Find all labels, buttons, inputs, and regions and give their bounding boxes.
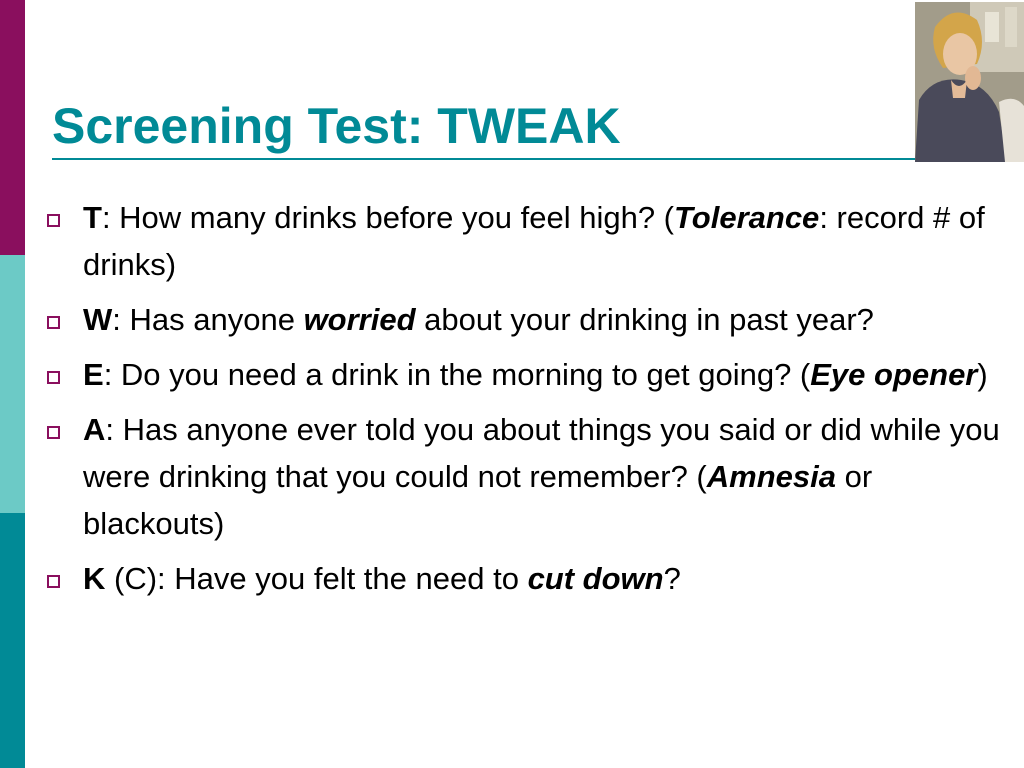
bullet-text: ?	[663, 561, 681, 596]
bullet-letter: W	[83, 302, 113, 337]
bullet-letter: K	[83, 561, 106, 596]
bullet-item-k	[44, 555, 1004, 602]
title-underline	[52, 158, 918, 160]
bullet-emphasis: Amnesia	[706, 459, 836, 494]
square-bullet-icon	[47, 316, 60, 329]
bullet-emphasis: Eye opener	[810, 357, 978, 392]
square-bullet-icon	[47, 214, 60, 227]
bullet-item-w	[44, 296, 1004, 343]
bullet-text: or blackouts)	[83, 459, 873, 541]
bullet-text: : Do you need a drink in the morning to get going? (	[103, 357, 811, 392]
woman-photo-icon	[915, 2, 1024, 162]
bullet-letter: E	[83, 357, 104, 392]
bullet-text: )	[977, 357, 988, 392]
slide-title: Screening Test: TWEAK	[52, 98, 621, 154]
bullet-item-t	[44, 194, 1004, 288]
bullet-item-a	[44, 406, 1004, 547]
bullet-text: : Has anyone ever told you about things you said or did while you were drinking that you could not remember? (	[83, 412, 1000, 494]
bullet-text: : Has anyone	[112, 302, 304, 337]
bullet-emphasis: cut down	[527, 561, 664, 596]
bullet-emphasis: worried	[303, 302, 416, 337]
bullet-text: about your drinking in past year?	[415, 302, 874, 337]
square-bullet-icon	[47, 575, 60, 588]
left-accent-band-purple	[0, 0, 25, 255]
bullet-letter: T	[83, 200, 102, 235]
bullet-text: : How many drinks before you feel high? (	[101, 200, 674, 235]
square-bullet-icon	[47, 426, 60, 439]
bullet-letter: A	[83, 412, 106, 447]
bullet-text: : record # of drinks)	[83, 200, 985, 282]
bullet-emphasis: Tolerance	[674, 200, 820, 235]
bullet-text: (C): Have you felt the need to	[105, 561, 528, 596]
tweak-bullet-list	[44, 194, 1004, 610]
square-bullet-icon	[47, 371, 60, 384]
left-accent-band-light-teal	[0, 255, 25, 513]
left-accent-band-teal	[0, 513, 25, 768]
bullet-item-e	[44, 351, 1004, 398]
